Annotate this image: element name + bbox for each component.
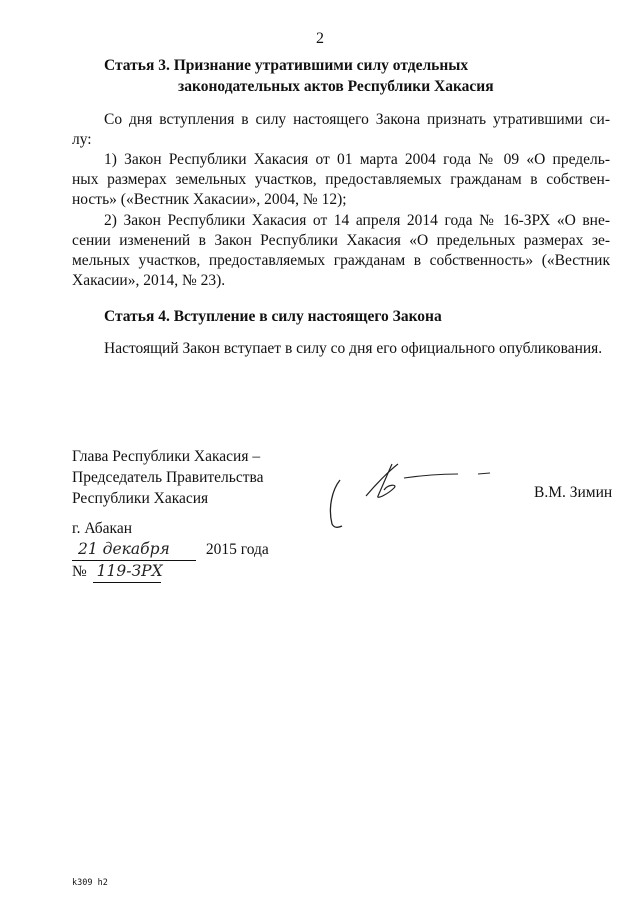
article3-heading-line2: законодательных актов Республики Хакасия xyxy=(178,78,494,95)
article3-item2-line4: Хакасии», 2014, № 23). xyxy=(72,272,226,289)
article3-item1-line3: ность» («Вестник Хакасии», 2004, № 12); xyxy=(72,191,347,208)
signatory-title-line3: Республики Хакасия xyxy=(72,490,209,507)
handwritten-date: 21 декабря xyxy=(72,538,196,561)
handwritten-signature xyxy=(318,452,508,532)
date-line xyxy=(72,538,269,561)
article3-item1-line2: ных размерах земельных участков, предоставляемых гражданам в собствен- xyxy=(72,171,610,188)
article3-intro-line2: лу: xyxy=(72,131,92,148)
date-year: 2015 года xyxy=(205,541,269,558)
article4-heading: Статья 4. Вступление в силу настоящего Закона xyxy=(104,308,442,325)
footer-code: k309 h2 xyxy=(72,878,108,888)
article3-item2-line3: мельных участков, предоставляемых гражданам в собственность» («Вестник xyxy=(72,252,610,269)
article3-item2-line1: 2) Закон Республики Хакасия от 14 апреля 2014 года № 16-ЗРХ «О вне- xyxy=(104,212,610,229)
signatory-title-line1: Глава Республики Хакасия – xyxy=(72,448,261,465)
signatory-title-line2: Председатель Правительства xyxy=(72,469,264,486)
signatory-name: В.М. Зимин xyxy=(534,484,613,501)
article3-item2-line2: сении изменений в Закон Республики Хакасия «О предельных размерах зе- xyxy=(72,232,610,249)
article4-text: Настоящий Закон вступает в силу со дня его официального опубликования. xyxy=(104,340,603,357)
number-line xyxy=(72,560,161,583)
place: г. Абакан xyxy=(72,520,133,537)
article3-heading-line1: Статья 3. Признание утратившими силу отдельных xyxy=(104,57,469,74)
page-number: 2 xyxy=(316,30,324,47)
article3-item1-line1: 1) Закон Республики Хакасия от 01 марта 2004 года № 09 «О предель- xyxy=(104,151,610,168)
number-prefix: № xyxy=(72,563,87,580)
article3-intro-line1: Со дня вступления в силу настоящего Закона признать утратившими си- xyxy=(104,111,610,128)
handwritten-number: 119-ЗРХ xyxy=(93,560,161,583)
